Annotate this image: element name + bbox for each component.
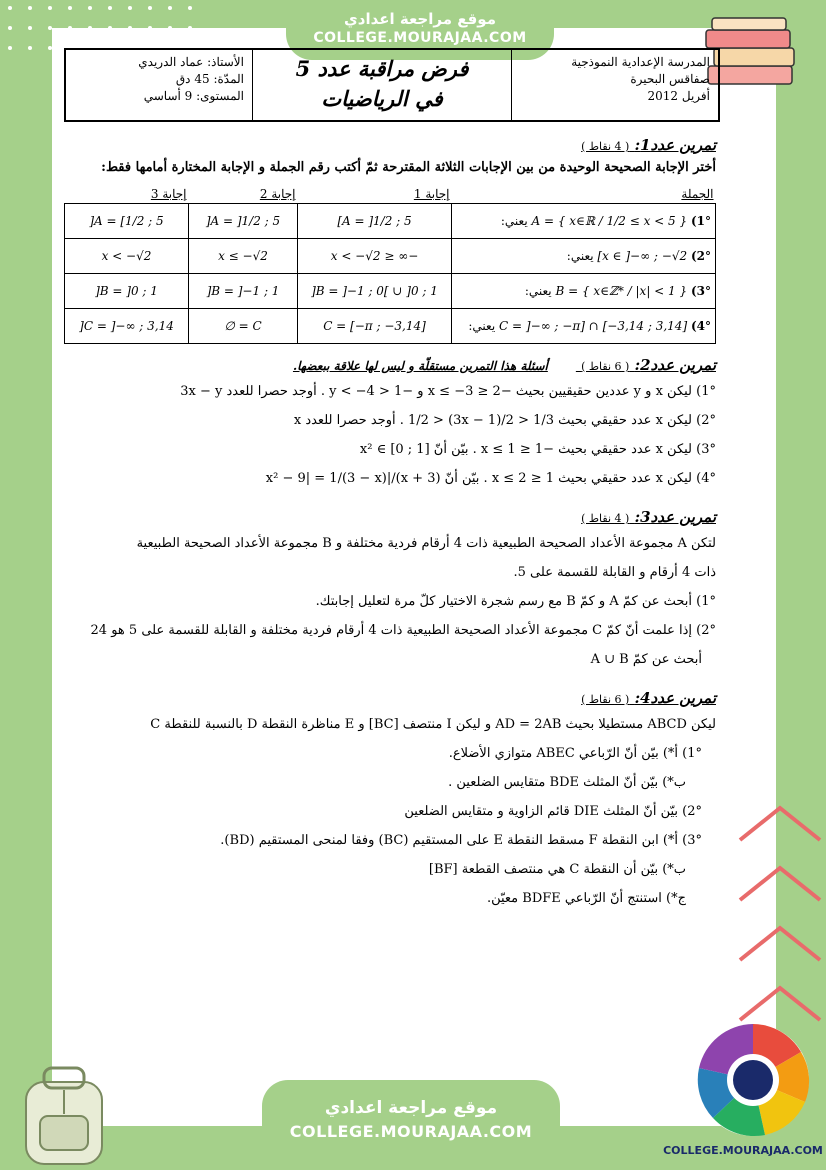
row-statement: 3°) B = { x∈ℤ* / |x| < 1 } يعني: [452,274,716,309]
table-row [65,239,716,274]
exercise-1-title: تمرين عدد1: ( 4 نقاط ) [581,136,716,154]
exercise-3-points: ( 4 نقاط ) [581,512,630,525]
row-answer-1: −∞ ≤ x < −√2 [298,239,452,274]
exercise-2-note: أسئلة هذا التمرين مستقلّة و ليس لها علاقة ببعضها. [292,359,548,373]
mcq-table [64,185,716,344]
exercise-3-question-1: 1°) أبحث عن كمّ A و كمّ B مع رسم شجرة الاختيار كلّ مرة لتعليل إجابتك. [315,594,716,609]
school-location: صفاقس البحيرة [630,72,710,86]
row-answer-2: x ≤ −√2 [189,239,298,274]
exercise-3-question-2b: أبحث عن كمّ A ∪ B [590,652,702,667]
row-answer-1: C = [−π ; −3,14] [298,309,452,344]
exam-level: المستوى: 9 أساسي [143,89,244,103]
header-teacher-block [66,50,252,120]
row-statement: 2°) x ∈ ]−∞ ; −√2] يعني: [452,239,716,274]
backpack-icon [14,1060,114,1168]
exercise-4-question-3a: 3°) أ*) ابن النقطة F مسقط النقطة E على المستقيم (BC) وفقا لمنحى المستقيم (BD). [220,833,702,848]
exercise-4-intro: ليكن ABCD مستطيلا بحيث AD = 2AB و ليكن I منتصف [BC] و E مناظرة النقطة D بالنسبة للنقطة C [150,717,716,732]
exercise-4-question-3c: ج*) استنتج أنّ الرّباعي BDFE معيّن. [486,891,686,906]
exam-subject: في الرياضيات [321,86,443,111]
row-answer-2: C = ∅ [189,309,298,344]
site-url[interactable]: COLLEGE.MOURAJAA.COM [313,30,527,46]
teacher-name: الأستاذ: عماد الدريدي [138,55,244,69]
exercise-3-intro-2: ذات 4 أرقام و القابلة للقسمة على 5. [513,565,716,580]
exercise-2-points: ( 6 نقاط ) [581,360,630,373]
table-row [65,309,716,344]
row-answer-1: A = ]1/2 ; 5] [298,204,452,239]
bottom-site-badge[interactable] [262,1080,560,1170]
site-name-arabic: موقع مراجعة اعدادي [324,1098,498,1118]
exercise-4-points: ( 6 نقاط ) [581,693,630,706]
row-answer-2: A = ]1/2 ; 5[ [189,204,298,239]
col-statement: الجملة [452,185,716,204]
exercise-4-question-1a: 1°) أ*) بيّن أنّ الرّباعي ABEC متوازي الأضلاع. [448,746,702,761]
exercise-3-title: تمرين عدد3: ( 4 نقاط ) [581,508,716,526]
row-answer-1: B = ]−1 ; 0[ ∪ ]0 ; 1[ [298,274,452,309]
row-statement: 4°) C = ]−∞ ; −π] ∩ [−3,14 ; 3,14] يعني: [452,309,716,344]
exam-content [64,128,716,917]
logo-caption: COLLEGE.MOURAJAA.COM [663,1144,823,1157]
exercise-4-question-1b: ب*) بيّن أنّ المثلث BDE متقايس الضلعين . [448,775,686,790]
row-answer-3: x < −√2 [65,239,189,274]
header-title-block [252,50,511,120]
exercise-3-question-2: 2°) إذا علمت أنّ كمّ C مجموعة الأعداد الصحيحة الطبيعية ذات 4 أرقام فردية مختلفة و القابلة للقسمة على 5 هو 24 [90,623,716,638]
table-row [65,274,716,309]
exercise-1-instruction: أختر الإجابة الصحيحة الوحيدة من بين الإجابات الثلاثة المقترحة ثمّ أكتب رقم الجملة و الإجابة المختارة أمامها فقط: [101,160,716,175]
table-row [65,204,716,239]
row-statement: 1°) A = { x∈ℝ / 1/2 ≤ x < 5 } يعني: [452,204,716,239]
site-url[interactable]: COLLEGE.MOURAJAA.COM [289,1122,533,1141]
exercise-4-question-3b: ب*) بيّن أن النقطة C هي منتصف القطعة [BF] [428,862,686,877]
row-answer-3: A = [1/2 ; 5[ [65,204,189,239]
exercise-2-question-3: 3°) ليكن x عدد حقيقي بحيث −1 ≤ x ≤ 1 . بيّن أنّ x² ∈ [0 ; 1] [359,442,716,457]
school-name: المدرسة الإعدادية النموذجية [571,55,710,69]
header-school-block [511,50,718,120]
exercise-4-title: تمرين عدد4: ( 6 نقاط ) [581,689,716,707]
row-answer-3: B = ]0 ; 1[ [65,274,189,309]
row-answer-2: B = ]−1 ; 1[ [189,274,298,309]
exercise-2-question-2: 2°) ليكن x عدد حقيقي بحيث 1/3 < 2/(1 − 3x) < 1/2 . أوجد حصرا للعدد x [293,413,716,428]
exercise-1-points: ( 4 نقاط ) [581,140,630,153]
site-logo-icon[interactable] [695,1022,811,1138]
site-name-arabic: موقع مراجعة اعدادي [344,10,496,28]
col-answer-2: إجابة 2 [189,185,298,204]
exam-date: أفريل 2012 [647,89,710,103]
exercise-2-question-4: 4°) ليكن x عدد حقيقي بحيث 1 ≤ x ≤ 2 . بيّن أنّ (x + 3)/|x² − 9| = 1/(3 − x) [265,471,716,486]
exercise-2-question-1: 1°) ليكن x و y عددين حقيقيين بحيث −2 ≤ x ≤ −3 و −1 < y < −4 . أوجد حصرا للعدد 3x − y [180,384,716,399]
exam-title: فرض مراقبة عدد 5 [295,56,469,81]
row-answer-3: C = ]−∞ ; 3,14[ [65,309,189,344]
exam-header [64,48,720,122]
chevron-decoration-icon [736,790,826,1030]
exam-duration: المدّة: 45 دق [175,72,244,86]
col-answer-3: إجابة 3 [65,185,189,204]
col-answer-1: إجابة 1 [298,185,452,204]
exercise-2-title: تمرين عدد2: ( 6 نقاط ) أسئلة هذا التمرين مستقلّة و ليس لها علاقة ببعضها. [292,356,716,374]
exercise-4-question-2: 2°) بيّن أنّ المثلث DIE قائم الزاوية و متقايس الضلعين [404,804,702,819]
exercise-3-intro-1: لتكن A مجموعة الأعداد الصحيحة الطبيعية ذات 4 أرقام فردية مختلفة و B مجموعة الأعداد الصحيحة الطبيعية [136,536,716,551]
